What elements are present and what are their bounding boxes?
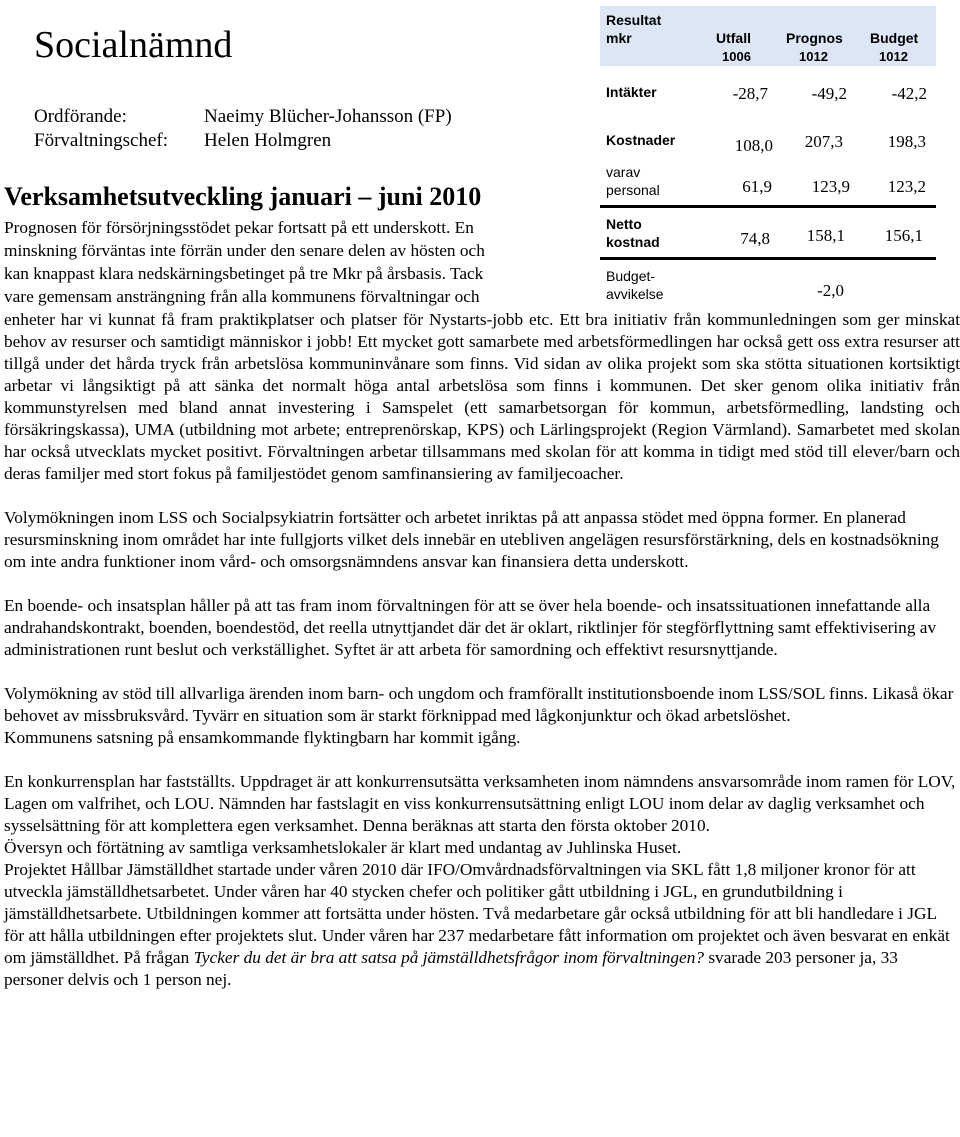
paragraph-4b: Kommunens satsning på ensamkommande flyktingbarn har kommit igång. — [4, 728, 521, 747]
column-header-budget: Budget — [870, 30, 919, 46]
column-header-utfall: Utfall — [716, 30, 751, 46]
cell-kostnader-prognos: 207,3 — [804, 132, 843, 151]
column-period-prognos: 1012 — [799, 49, 828, 64]
intro-line: kan knappast klara nedskärningsbetinget på tre Mkr på årsbasis. Tack — [4, 264, 484, 283]
column-period-budget: 1012 — [879, 49, 908, 64]
section-heading: Verksamhetsutveckling januari – juni 2010 — [4, 182, 482, 211]
cell-kostnader-budget: 198,3 — [887, 132, 926, 151]
row-label-avvikelse: avvikelse — [606, 286, 664, 302]
paragraph-5c — [4, 859, 960, 991]
paragraph-4a: Volymökning av stöd till allvarliga ärenden inom barn- och ungdom och framförallt institutionsboende inom LSS/SOL finns. Likaså ökar behovet av missbruksvård. Tyvärr en situation som är starkt förknippad med lågkonjunktur och ökad arbetslöshet. — [4, 684, 954, 725]
cell-varav-utfall: 61,9 — [742, 177, 772, 196]
survey-question: Tycker du det är bra att satsa på jämställdhetsfrågor inom förvaltningen? — [193, 948, 704, 967]
row-label-varav: varav — [606, 164, 641, 180]
cell-varav-prognos: 123,9 — [811, 177, 850, 196]
cell-netto-utfall: 74,8 — [740, 229, 770, 248]
cell-netto-budget: 156,1 — [884, 226, 923, 245]
column-header-prognos: Prognos — [786, 30, 843, 46]
row-label-intakter: Intäkter — [606, 84, 657, 100]
intro-line: Prognosen för försörjningsstödet pekar fortsatt på ett underskott. En — [4, 218, 474, 237]
paragraph-2: Volymökningen inom LSS och Socialpsykiatrin fortsätter och arbetet inriktas på att anpassa stödet med öppna former. En planerad resursminskning inom området har inte fullgjorts vilket dels innebär en utebliven angelägen resursförstärkning, dels en kostnadsökning om inte andra funktioner inom vård- och omsorgsnämndens ansvar kan finansiera detta underskott. — [4, 508, 939, 571]
cell-budgetavvikelse: -2,0 — [817, 281, 844, 300]
cell-intakter-budget: -42,2 — [891, 84, 927, 103]
row-label-kostnad: kostnad — [606, 234, 660, 250]
chair-label: Ordförande: — [34, 106, 127, 127]
table-unit: mkr — [606, 30, 632, 46]
chair-name: Naeimy Blücher-Johansson (FP) — [204, 106, 452, 127]
row-label-netto: Netto — [606, 216, 642, 232]
paragraph-3: En boende- och insatsplan håller på att tas fram inom förvaltningen för att se över hela boende- och insatssituationen innefattande alla andrahandskontrakt, boenden, boendestöd, det reella utnyttjandet där det är oklart, riktlinjer för stegförflyttning samt effektivisering av administrationen runt beslut och verkställighet. Syftet är att arbeta för samordning och effektivt resursnyttjande. — [4, 596, 937, 659]
row-label-budget: Budget- — [606, 268, 656, 284]
row-label-personal: personal — [606, 182, 660, 198]
page-title: Socialnämnd — [34, 24, 233, 66]
survey-result: svarade 203 personer ja, 33 personer delvis och 1 person nej. — [4, 948, 898, 989]
paragraph-5b: Översyn och förtätning av samtliga verksamhetslokaler är klart med undantag av Juhlinska Huset. — [4, 838, 682, 857]
cell-intakter-prognos: -49,2 — [811, 84, 847, 103]
table-divider — [600, 205, 936, 208]
cell-varav-budget: 123,2 — [887, 177, 926, 196]
intro-line: vare gemensam ansträngning från alla kommunens förvaltningar och — [4, 287, 480, 306]
cell-netto-prognos: 158,1 — [806, 226, 845, 245]
paragraph-5a: En konkurrensplan har fastställts. Uppdraget är att konkurrensutsätta verksamheten inom nämndens ansvarsområde inom ramen för LOV, Lagen om valfrihet, och LOU. Nämnden har fastslagit en viss konkurrensutsättning enligt LOU inom delar av daglig verksamhet och sysselsättning för att komplettera egen verksamhet. Denna beräknas att starta den första oktober 2010. — [4, 772, 956, 835]
paragraph-5c-text: Projektet Hållbar Jämställdhet startade under våren 2010 där IFO/Omvårdnadsförvaltningen via SKL fått 1,8 miljoner kronor för att utveckla jämställdhetsarbetet. Under våren har 40 stycken chefer och politiker gått utbildning i JGL, en grundutbildning i jämställdhetsarbete. Utbildningen kommer att fortsätta under hösten. Två medarbetare går också utbildning för att bli handledare i JGL för att hålla utbildningen efter projektets slut. Under våren har 237 medarbetare fått information om projektet och även besvarat en enkät om jämställdhet. På frågan — [4, 860, 950, 967]
body-text — [4, 309, 960, 991]
column-period-utfall: 1006 — [722, 49, 751, 64]
table-divider — [600, 257, 936, 260]
admin-head-name: Helen Holmgren — [204, 130, 332, 151]
cell-intakter-utfall: -28,7 — [732, 84, 768, 103]
admin-head-label: Förvaltningschef: — [34, 130, 169, 151]
intro-line: minskning förväntas inte förrän under den senare delen av hösten och — [4, 241, 485, 260]
cell-kostnader-utfall: 108,0 — [734, 136, 773, 155]
paragraph-1-rest: enheter har vi kunnat få fram praktikplatser och platser för Nystarts-jobb etc. Ett bra initiativ från kommunledningen som ger minskat behov av resurser och samtidigt människor i jobb! Ett mycket gott samarbete med arbetsförmedlingen har också gett oss extra resurser att tillgå under det hårda tryck från arbetslösa kommuninvånare som finns. Vid sidan av olika projekt som ska stötta situationen kortsiktigt arbetar vi långsiktigt på att sänka det normalt höga antal arbetslösa som finns i kommunen. Det sker genom olika initiativ från kommunstyrelsen med bland annat investering i Samspelet (ett samarbetsorgan för kommun, arbetsförmedling, landsting och försäkringskassa), UMA (utbildning mot arbete; entreprenörskap, KPS) och Lärlingsprojekt (Region Värmland). Samarbetet med skolan har också utvecklats mycket positivt. Förvaltningen arbetar tillsammans med skolan för att komma in tidigt med stöd till elever/barn och deras familjer med stort fokus på familjestödet genom samfinansiering av familjecoacher. — [4, 310, 960, 483]
row-label-kostnader: Kostnader — [606, 132, 676, 148]
table-title: Resultat — [606, 12, 662, 28]
